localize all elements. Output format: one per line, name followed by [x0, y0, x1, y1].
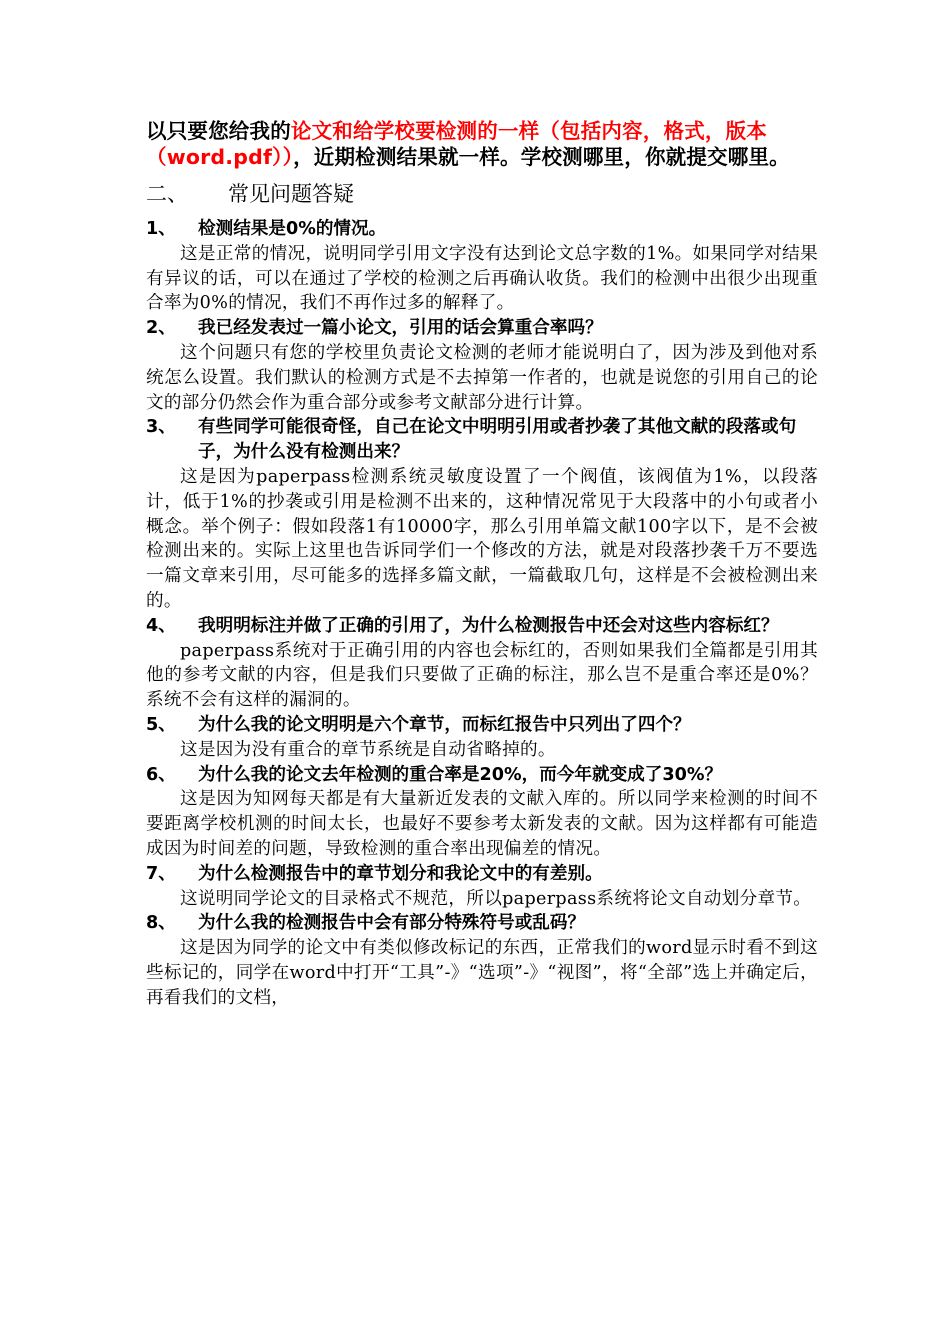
faq-item [146, 415, 818, 613]
faq-answer: 这个问题只有您的学校里负责论文检测的老师才能说明白了，因为涉及到他对系统怎么设置。我们默认的检测方式是不去掉第一作者的，也就是说您的引用自己的论文的部分仍然会作为重合部分或参考文献部分进行计算。 [146, 342, 818, 413]
faq-question-number: 5、 [146, 714, 176, 735]
document-page [146, 118, 818, 1011]
faq-item [146, 217, 818, 316]
faq-item [146, 862, 818, 912]
faq-question [146, 911, 818, 936]
faq-answer: 这是因为没有重合的章节系统是自动省略掉的。 [180, 739, 556, 760]
faq-question-number: 8、 [146, 913, 176, 934]
faq-item [146, 911, 818, 1010]
section-title: 常见问题答疑 [228, 182, 354, 206]
faq-question-text: 为什么检测报告中的章节划分和我论文中的有差别。 [198, 863, 603, 884]
faq-question-text: 有些同学可能很奇怪，自己在论文中明明引用或者抄袭了其他文献的段落或句子，为什么没有检测出来？ [198, 417, 797, 463]
faq-question [146, 763, 818, 788]
faq-question-text: 为什么我的检测报告中会有部分特殊符号或乱码？ [198, 913, 586, 934]
faq-item [146, 763, 818, 862]
faq-answer: 这是因为同学的论文中有类似修改标记的东西，正常我们的word显示时看不到这些标记的，同学在word中打开“工具”-》“选项”-》“视图”，将“全部”选上并确定后，再看我们的文档， [146, 938, 818, 1008]
faq-answer: paperpass系统对于正确引用的内容也会标红的，否则如果我们全篇都是引用其他的参考文献的内容，但是我们只要做了正确的标注，那么岂不是重合率还是0%？系统不会有这样的漏洞的。 [146, 640, 818, 711]
section-heading [146, 179, 818, 209]
faq-question-number: 7、 [146, 863, 176, 884]
intro-paragraph [146, 118, 818, 170]
faq-question-number: 3、 [146, 417, 176, 438]
faq-question-text: 检测结果是0%的情况。 [198, 219, 387, 239]
faq-question-text: 为什么我的论文明明是六个章节，而标红报告中只列出了四个？ [198, 714, 691, 735]
faq-question-text: 我已经发表过一篇小论文，引用的话会算重合率吗？ [198, 318, 603, 339]
faq-question-text: 为什么我的论文去年检测的重合率是20%，而今年就变成了30%？ [198, 764, 723, 785]
faq-question [146, 415, 818, 465]
faq-question [146, 713, 818, 738]
faq-question [146, 316, 818, 341]
section-number: 二、 [146, 182, 188, 206]
faq-question-number: 1、 [146, 219, 176, 239]
faq-item [146, 316, 818, 415]
faq-answer: 这是因为知网每天都是有大量新近发表的文献入库的。所以同学来检测的时间不要距离学校机测的时间太长，也最好不要参考太新发表的文献。因为这样都有可能造成因为时间差的问题，导致检测的重合率出现偏差的情况。 [146, 789, 818, 859]
faq-question-number: 6、 [146, 764, 176, 785]
faq-question [146, 614, 818, 639]
intro-highlight: 论文和给学校要检测的一样（包括内容，格式，版本（word.pdf）） [146, 119, 768, 169]
faq-question-number: 2、 [146, 318, 176, 339]
faq-item [146, 713, 818, 763]
intro-text-end: ，近期检测结果就一样。学校测哪里，你就提交哪里。 [293, 145, 790, 169]
faq-question-text: 我明明标注并做了正确的引用了，为什么检测报告中还会对这些内容标红？ [198, 615, 779, 636]
faq-question [146, 862, 818, 887]
faq-item [146, 614, 818, 713]
faq-answer: 这是因为paperpass检测系统灵敏度设置了一个阀值，该阀值为1%，以段落计，低于1%的抄袭或引用是检测不出来的，这种情况常见于大段落中的小句或者小概念。举个例子：假如段落1有10000字，那么引用单篇文献100字以下，是不会被检测出来的。实际上这里也告诉同学们一个修改的方法，就是对段落抄袭千万不要选一篇文章来引用，尽可能多的选择多篇文献，一篇截取几句，这样是不会被检测出来的。 [146, 466, 818, 611]
faq-question [146, 217, 818, 242]
faq-answer: 这是正常的情况，说明同学引用文字没有达到论文总字数的1%。如果同学对结果有异议的话，可以在通过了学校的检测之后再确认收货。我们的检测中出很少出现重合率为0%的情况，我们不再作过多的解释了。 [146, 243, 818, 314]
faq-answer: 这说明同学论文的目录格式不规范，所以paperpass系统将论文自动划分章节。 [180, 888, 812, 909]
faq-question-number: 4、 [146, 615, 176, 636]
faq-list [146, 217, 818, 1011]
intro-text: 以只要您给我的 [146, 119, 291, 143]
